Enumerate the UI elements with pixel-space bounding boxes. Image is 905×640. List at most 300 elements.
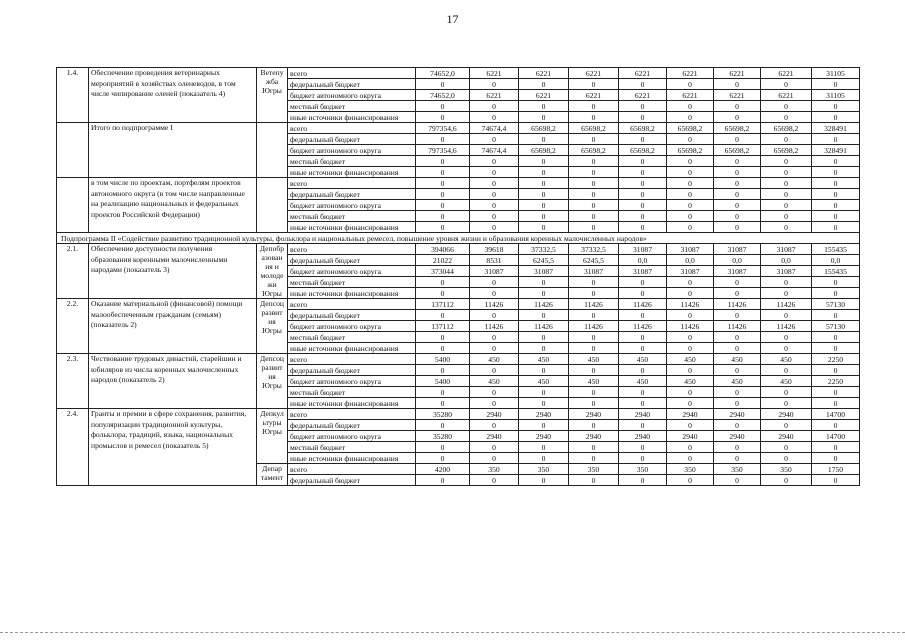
value-cell: 0 (519, 365, 569, 376)
value-cell: 11426 (569, 299, 619, 310)
value-cell: 11426 (714, 299, 761, 310)
value-cell: 0 (416, 222, 470, 233)
value-cell: 0 (619, 178, 667, 189)
value-cell: 0 (619, 200, 667, 211)
measure-name: в том числе по проектам, портфелям проектов автономного округа (в том числе направленные на реализацию национальных и федеральных проектов Российской Федерации) (89, 178, 257, 233)
value-cell: 2940 (761, 409, 812, 420)
value-cell: 0 (812, 398, 860, 409)
value-cell: 65698,2 (569, 123, 619, 134)
funding-source: федеральный бюджет (288, 255, 416, 266)
funding-source: всего (288, 409, 416, 420)
value-cell: 0 (416, 211, 470, 222)
value-cell: 0 (470, 288, 519, 299)
value-cell: 0 (619, 387, 667, 398)
value-cell: 74674,4 (470, 145, 519, 156)
value-cell: 4200 (416, 464, 470, 475)
value-cell: 0,0 (619, 255, 667, 266)
value-cell: 65698,2 (619, 123, 667, 134)
value-cell: 6221 (519, 68, 569, 79)
executor (257, 178, 288, 233)
value-cell: 0 (569, 79, 619, 90)
value-cell: 0 (416, 101, 470, 112)
value-cell: 0 (519, 453, 569, 464)
value-cell: 74674,4 (470, 123, 519, 134)
value-cell: 450 (619, 376, 667, 387)
value-cell: 0 (619, 442, 667, 453)
value-cell: 0 (470, 79, 519, 90)
value-cell: 0 (619, 343, 667, 354)
value-cell: 0 (569, 387, 619, 398)
value-cell: 0 (761, 178, 812, 189)
value-cell: 0 (812, 189, 860, 200)
value-cell: 0 (714, 442, 761, 453)
value-cell: 137112 (416, 321, 470, 332)
value-cell: 0 (667, 134, 714, 145)
value-cell: 350 (761, 464, 812, 475)
value-cell: 350 (667, 464, 714, 475)
value-cell: 65698,2 (667, 145, 714, 156)
value-cell: 155435 (812, 244, 860, 255)
funding-source: местный бюджет (288, 387, 416, 398)
value-cell: 0 (812, 112, 860, 123)
value-cell: 0 (667, 200, 714, 211)
row-number (57, 123, 89, 178)
value-cell: 328491 (812, 123, 860, 134)
value-cell: 2940 (470, 431, 519, 442)
value-cell: 0 (761, 112, 812, 123)
value-cell: 5400 (416, 354, 470, 365)
value-cell: 74652,0 (416, 68, 470, 79)
value-cell: 0 (714, 222, 761, 233)
funding-source: федеральный бюджет (288, 310, 416, 321)
table-row (57, 123, 860, 134)
value-cell: 5400 (416, 376, 470, 387)
funding-source: местный бюджет (288, 332, 416, 343)
value-cell: 2940 (619, 409, 667, 420)
value-cell: 450 (761, 354, 812, 365)
value-cell: 0 (714, 365, 761, 376)
value-cell: 0 (761, 387, 812, 398)
value-cell: 31087 (761, 266, 812, 277)
funding-source: иные источники финансирования (288, 343, 416, 354)
value-cell: 0 (519, 420, 569, 431)
value-cell: 0 (714, 211, 761, 222)
value-cell: 0 (812, 343, 860, 354)
value-cell: 31087 (470, 266, 519, 277)
value-cell: 0 (470, 134, 519, 145)
value-cell: 0 (619, 222, 667, 233)
value-cell: 0 (416, 134, 470, 145)
value-cell: 0 (714, 167, 761, 178)
value-cell: 373044 (416, 266, 470, 277)
value-cell: 0 (812, 442, 860, 453)
funding-source: федеральный бюджет (288, 365, 416, 376)
value-cell: 0 (619, 398, 667, 409)
funding-source: федеральный бюджет (288, 420, 416, 431)
value-cell: 0 (519, 101, 569, 112)
value-cell: 65698,2 (519, 123, 569, 134)
value-cell: 0 (519, 178, 569, 189)
value-cell: 0 (569, 365, 619, 376)
value-cell: 2940 (519, 431, 569, 442)
value-cell: 6221 (569, 68, 619, 79)
value-cell: 0 (519, 167, 569, 178)
funding-source: всего (288, 354, 416, 365)
funding-source: всего (288, 178, 416, 189)
value-cell: 0 (519, 475, 569, 486)
value-cell: 0 (714, 387, 761, 398)
value-cell: 0 (667, 112, 714, 123)
value-cell: 0 (812, 387, 860, 398)
subprogram-title: Подпрограмма II «Содействие развитию традиционной культуры, фольклора и национальных ремесел, повышение уровня жизни и образования коренных малочисленных народов» (57, 233, 860, 244)
value-cell: 2940 (470, 409, 519, 420)
value-cell: 6221 (761, 90, 812, 101)
funding-source: федеральный бюджет (288, 79, 416, 90)
executor: Депсоц развит ия Югры (257, 354, 288, 409)
value-cell: 0 (667, 167, 714, 178)
value-cell: 0 (569, 156, 619, 167)
value-cell: 65698,2 (569, 145, 619, 156)
funding-source: иные источники финансирования (288, 112, 416, 123)
value-cell: 0 (619, 189, 667, 200)
funding-source: иные источники финансирования (288, 222, 416, 233)
value-cell: 0 (416, 475, 470, 486)
value-cell: 6221 (569, 90, 619, 101)
value-cell: 0 (761, 134, 812, 145)
value-cell: 0 (761, 277, 812, 288)
value-cell: 0 (619, 420, 667, 431)
value-cell: 31087 (619, 266, 667, 277)
value-cell: 450 (519, 354, 569, 365)
value-cell: 0 (619, 112, 667, 123)
value-cell: 0 (470, 420, 519, 431)
value-cell: 31087 (714, 266, 761, 277)
measure-name: Оказание материальной (финансовой) помощи малообеспеченным гражданам (семьям) (показатель 2) (89, 299, 257, 354)
value-cell: 0 (416, 420, 470, 431)
value-cell: 11426 (519, 321, 569, 332)
value-cell: 0 (569, 112, 619, 123)
value-cell: 0 (470, 200, 519, 211)
value-cell: 6221 (667, 90, 714, 101)
value-cell: 0 (761, 332, 812, 343)
value-cell: 0 (416, 189, 470, 200)
value-cell: 0 (761, 79, 812, 90)
value-cell: 0 (569, 189, 619, 200)
value-cell: 0 (416, 112, 470, 123)
value-cell: 0 (812, 310, 860, 321)
value-cell: 31087 (619, 244, 667, 255)
value-cell: 0 (714, 310, 761, 321)
value-cell: 6221 (667, 68, 714, 79)
value-cell: 31105 (812, 90, 860, 101)
value-cell: 0 (812, 200, 860, 211)
value-cell: 0 (812, 277, 860, 288)
funding-source: местный бюджет (288, 442, 416, 453)
value-cell: 0 (812, 453, 860, 464)
value-cell: 0 (470, 277, 519, 288)
value-cell: 0 (619, 167, 667, 178)
row-number: 2.4. (57, 409, 89, 486)
value-cell: 0 (619, 156, 667, 167)
value-cell: 0 (569, 310, 619, 321)
subprogram-header-row (57, 233, 860, 244)
value-cell: 0 (761, 453, 812, 464)
value-cell: 0 (619, 79, 667, 90)
value-cell: 450 (569, 376, 619, 387)
value-cell: 0 (470, 189, 519, 200)
value-cell: 2940 (667, 409, 714, 420)
value-cell: 0 (714, 79, 761, 90)
value-cell: 0 (812, 101, 860, 112)
value-cell: 0 (761, 398, 812, 409)
value-cell: 0 (714, 453, 761, 464)
value-cell: 0 (519, 277, 569, 288)
funding-source: местный бюджет (288, 101, 416, 112)
executor: Ветепу жба Югры (257, 68, 288, 123)
value-cell: 31087 (667, 244, 714, 255)
value-cell: 450 (619, 354, 667, 365)
value-cell: 0 (667, 288, 714, 299)
value-cell: 0 (619, 134, 667, 145)
value-cell: 0 (519, 79, 569, 90)
value-cell: 0 (519, 332, 569, 343)
value-cell: 11426 (569, 321, 619, 332)
value-cell: 0 (714, 178, 761, 189)
row-number: 2.3. (57, 354, 89, 409)
value-cell: 0 (519, 310, 569, 321)
value-cell: 0 (470, 211, 519, 222)
value-cell: 0 (569, 167, 619, 178)
value-cell: 0 (619, 211, 667, 222)
value-cell: 0 (416, 365, 470, 376)
value-cell: 6221 (714, 68, 761, 79)
value-cell: 0 (569, 343, 619, 354)
value-cell: 0 (667, 453, 714, 464)
funding-source: бюджет автономного округа (288, 321, 416, 332)
row-number: 2.1. (57, 244, 89, 299)
value-cell: 0 (714, 420, 761, 431)
row-number (57, 178, 89, 233)
value-cell: 11426 (761, 321, 812, 332)
value-cell: 0 (470, 167, 519, 178)
value-cell: 0 (761, 442, 812, 453)
value-cell: 0 (470, 112, 519, 123)
value-cell: 0 (667, 387, 714, 398)
row-number: 1.4. (57, 68, 89, 123)
value-cell: 0 (470, 343, 519, 354)
value-cell: 0 (714, 288, 761, 299)
value-cell: 0 (519, 343, 569, 354)
value-cell: 0 (569, 101, 619, 112)
value-cell: 2250 (812, 354, 860, 365)
value-cell: 0 (519, 189, 569, 200)
value-cell: 0 (714, 475, 761, 486)
value-cell: 0 (812, 211, 860, 222)
value-cell: 0 (812, 178, 860, 189)
value-cell: 0 (812, 134, 860, 145)
value-cell: 0 (470, 332, 519, 343)
value-cell: 0 (714, 332, 761, 343)
table-row (57, 178, 860, 189)
value-cell: 0 (667, 189, 714, 200)
value-cell: 57130 (812, 299, 860, 310)
value-cell: 57130 (812, 321, 860, 332)
value-cell: 65698,2 (519, 145, 569, 156)
funding-source: всего (288, 123, 416, 134)
value-cell: 0,0 (667, 255, 714, 266)
value-cell: 0 (470, 178, 519, 189)
value-cell: 0 (761, 475, 812, 486)
scan-edge (0, 632, 905, 635)
value-cell: 0 (569, 222, 619, 233)
value-cell: 14700 (812, 431, 860, 442)
value-cell: 0 (761, 288, 812, 299)
value-cell: 0 (714, 277, 761, 288)
value-cell: 0 (416, 310, 470, 321)
measure-name: Обеспечение проведения ветеринарных мероприятий в хозяйствах оленеводов, в том числе чипирование оленей (показатель 4) (89, 68, 257, 123)
value-cell: 8531 (470, 255, 519, 266)
value-cell: 35280 (416, 431, 470, 442)
value-cell: 31105 (812, 68, 860, 79)
value-cell: 11426 (619, 321, 667, 332)
value-cell: 0 (812, 475, 860, 486)
value-cell: 11426 (761, 299, 812, 310)
value-cell: 65698,2 (761, 145, 812, 156)
value-cell: 11426 (470, 321, 519, 332)
value-cell: 0 (619, 277, 667, 288)
value-cell: 65698,2 (714, 145, 761, 156)
value-cell: 0 (569, 200, 619, 211)
value-cell: 2940 (519, 409, 569, 420)
value-cell: 0 (470, 365, 519, 376)
funding-source: федеральный бюджет (288, 189, 416, 200)
value-cell: 0 (667, 420, 714, 431)
funding-source: бюджет автономного округа (288, 200, 416, 211)
value-cell: 350 (519, 464, 569, 475)
value-cell: 37332,5 (569, 244, 619, 255)
value-cell: 35280 (416, 409, 470, 420)
value-cell: 0 (416, 178, 470, 189)
value-cell: 0 (519, 211, 569, 222)
value-cell: 0 (416, 453, 470, 464)
table-row (57, 244, 860, 255)
value-cell: 2250 (812, 376, 860, 387)
value-cell: 0 (470, 310, 519, 321)
value-cell: 0 (761, 222, 812, 233)
value-cell: 65698,2 (714, 123, 761, 134)
value-cell: 0 (519, 288, 569, 299)
value-cell: 37332,5 (519, 244, 569, 255)
value-cell: 0 (619, 101, 667, 112)
value-cell: 0 (416, 288, 470, 299)
executor: Депобр азован ия и молоде жи Югры (257, 244, 288, 299)
value-cell: 350 (619, 464, 667, 475)
value-cell: 450 (667, 376, 714, 387)
value-cell: 0 (812, 79, 860, 90)
value-cell: 797354,6 (416, 145, 470, 156)
value-cell: 2940 (714, 431, 761, 442)
value-cell: 0 (569, 420, 619, 431)
measure-name: Гранты и премии в сфере сохранения, развития, популяризации традиционной культуры, фольклора, традиций, языка, национальных промыслов и ремесел (показатель 5) (89, 409, 257, 486)
value-cell: 11426 (667, 321, 714, 332)
value-cell: 0 (569, 277, 619, 288)
funding-source: местный бюджет (288, 277, 416, 288)
value-cell: 0,0 (761, 255, 812, 266)
value-cell: 2940 (619, 431, 667, 442)
value-cell: 65698,2 (667, 123, 714, 134)
value-cell: 0 (761, 101, 812, 112)
value-cell: 450 (667, 354, 714, 365)
value-cell: 31087 (761, 244, 812, 255)
value-cell: 0 (470, 398, 519, 409)
value-cell: 0 (761, 200, 812, 211)
value-cell: 350 (470, 464, 519, 475)
value-cell: 0 (519, 134, 569, 145)
value-cell: 0 (416, 343, 470, 354)
value-cell: 0 (667, 156, 714, 167)
value-cell: 21022 (416, 255, 470, 266)
value-cell: 31087 (569, 266, 619, 277)
value-cell: 0 (470, 453, 519, 464)
value-cell: 65698,2 (619, 145, 667, 156)
value-cell: 350 (569, 464, 619, 475)
value-cell: 0 (714, 112, 761, 123)
funding-source: федеральный бюджет (288, 134, 416, 145)
value-cell: 0 (761, 365, 812, 376)
value-cell: 1750 (812, 464, 860, 475)
value-cell: 2940 (569, 409, 619, 420)
value-cell: 0 (519, 398, 569, 409)
page-number: 17 (446, 12, 459, 26)
value-cell: 0 (761, 420, 812, 431)
value-cell: 0 (667, 343, 714, 354)
value-cell: 450 (519, 376, 569, 387)
table-row (57, 299, 860, 310)
value-cell: 0 (519, 222, 569, 233)
value-cell: 0 (619, 453, 667, 464)
funding-source: бюджет автономного округа (288, 145, 416, 156)
value-cell: 0 (569, 211, 619, 222)
value-cell: 797354,6 (416, 123, 470, 134)
funding-source: всего (288, 464, 416, 475)
value-cell: 0 (812, 365, 860, 376)
value-cell: 0 (619, 365, 667, 376)
value-cell: 0 (667, 222, 714, 233)
value-cell: 6221 (470, 90, 519, 101)
value-cell: 0 (667, 79, 714, 90)
value-cell: 11426 (667, 299, 714, 310)
value-cell: 31087 (519, 266, 569, 277)
value-cell: 0 (667, 310, 714, 321)
value-cell: 0 (569, 134, 619, 145)
value-cell: 0 (416, 79, 470, 90)
value-cell: 11426 (714, 321, 761, 332)
value-cell: 0 (569, 453, 619, 464)
row-number: 2.2. (57, 299, 89, 354)
value-cell: 0 (667, 277, 714, 288)
funding-source: бюджет автономного округа (288, 376, 416, 387)
value-cell: 14700 (812, 409, 860, 420)
value-cell: 0 (416, 200, 470, 211)
value-cell: 2940 (714, 409, 761, 420)
value-cell: 11426 (519, 299, 569, 310)
value-cell: 155435 (812, 266, 860, 277)
value-cell: 0 (416, 387, 470, 398)
value-cell: 6245,5 (569, 255, 619, 266)
value-cell: 0,0 (714, 255, 761, 266)
value-cell: 0 (812, 156, 860, 167)
value-cell: 2940 (761, 431, 812, 442)
